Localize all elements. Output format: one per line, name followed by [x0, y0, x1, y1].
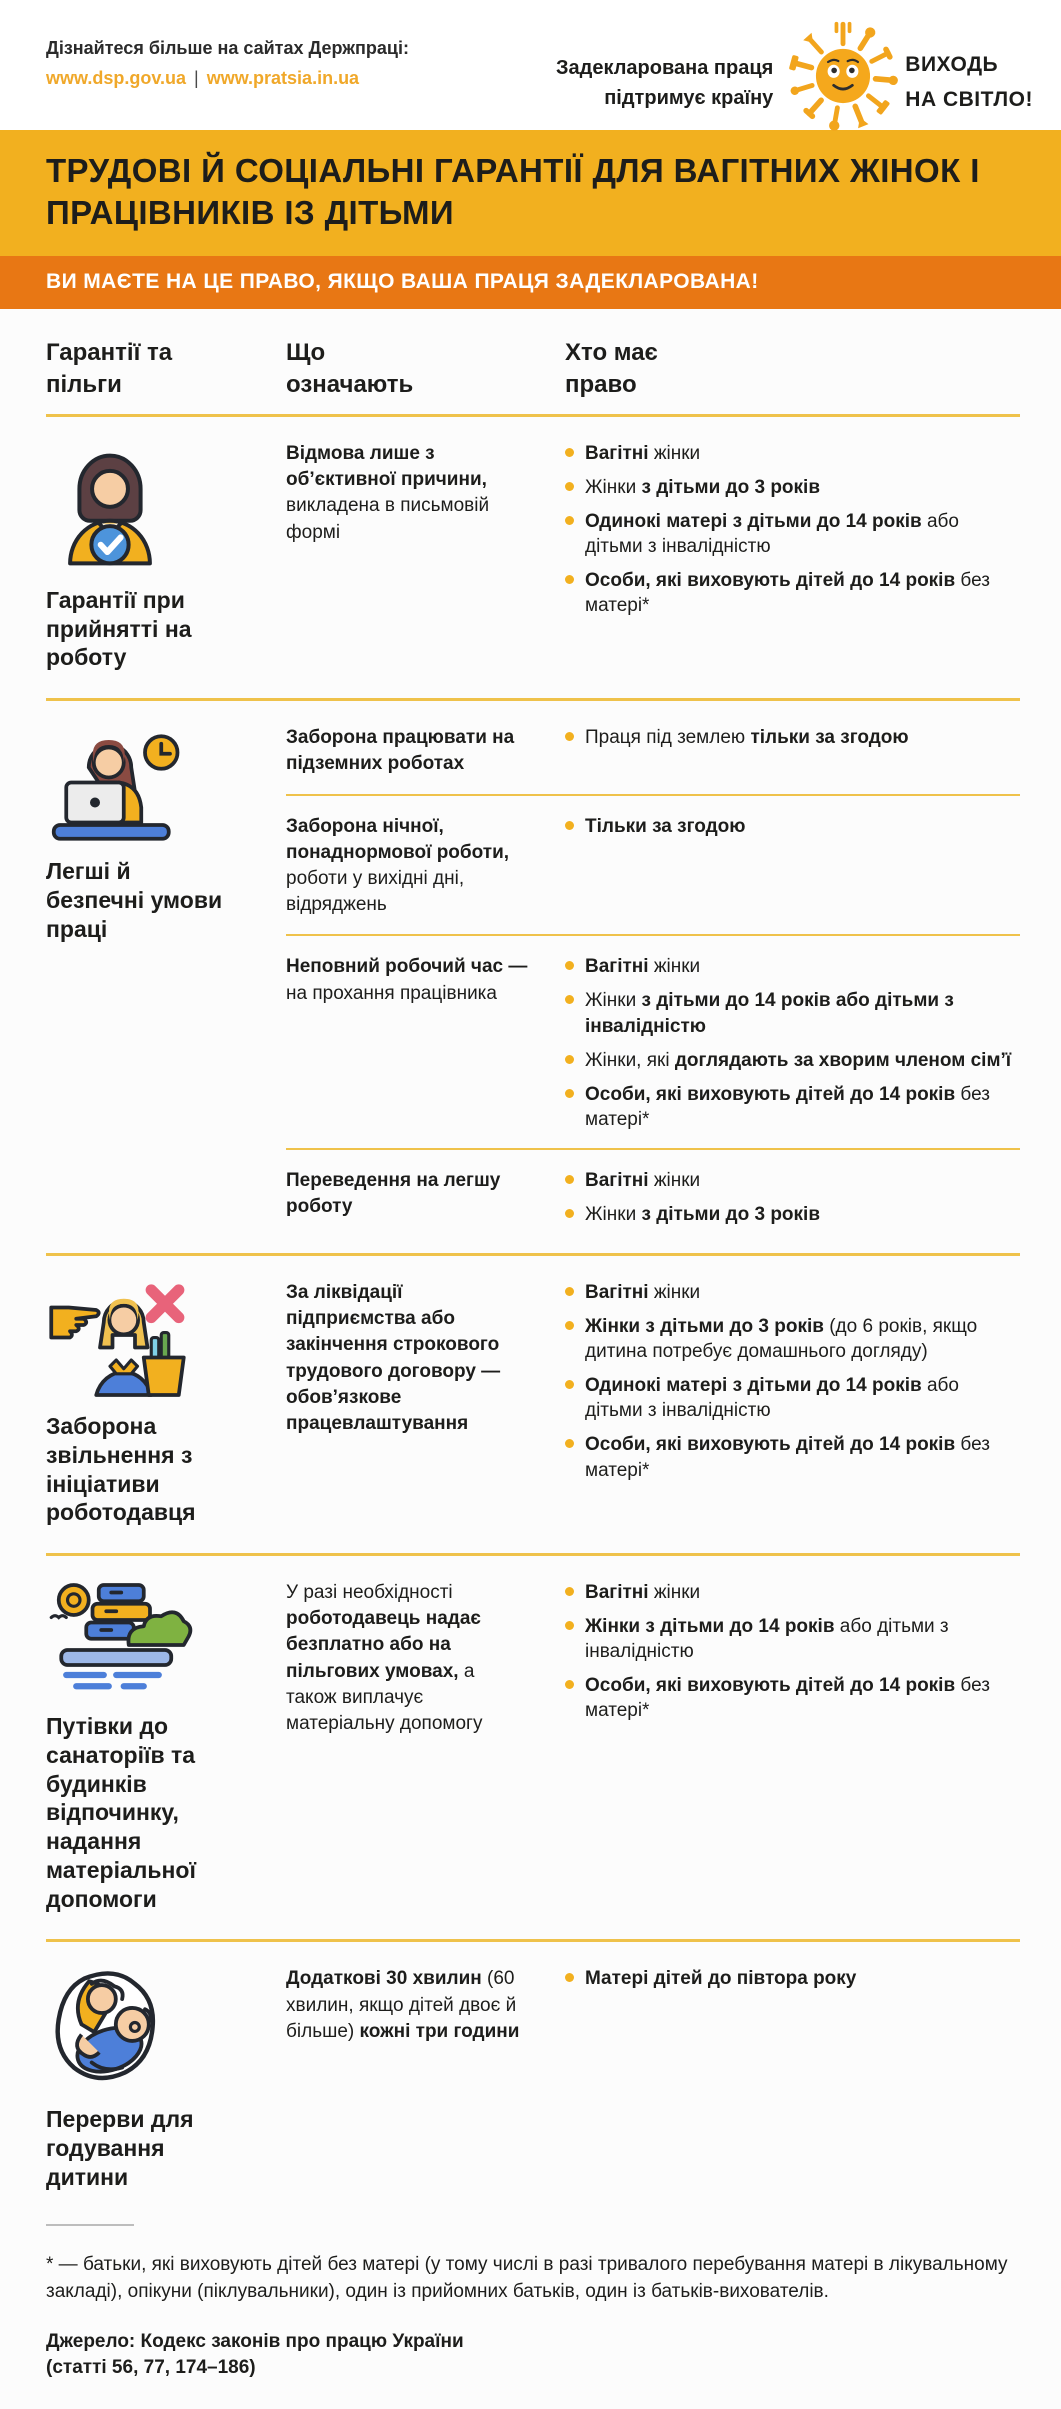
- right-item-text: Жінки з дітьми до 3 років: [585, 476, 821, 498]
- guarantees-table: [0, 309, 1061, 2380]
- guarantee-category: [46, 441, 286, 672]
- right-item: [565, 1432, 1020, 1482]
- source-line1: Джерело: Кодекс законів про працю України: [46, 2331, 464, 2353]
- right-item-text: Вагітні жінки: [585, 956, 701, 978]
- bullet-dot-icon: [565, 961, 574, 970]
- guarantee-label: Заборона звільнення з ініціативи роботодавця: [46, 1413, 196, 1526]
- right-item: [565, 1580, 1020, 1605]
- right-item-text: Жінки з дітьми до 14 років або дітьми з інвалідністю: [585, 990, 954, 1037]
- title-banner: [0, 130, 1061, 256]
- right-item-text: Особи, які виховують дітей до 14 років без матері*: [585, 1675, 990, 1722]
- breastfeeding-icon: [46, 1966, 246, 2093]
- row-item: [286, 441, 1020, 618]
- link-pratsia-in-ua[interactable]: www.pratsia.in.ua: [206, 67, 360, 88]
- right-item-text: Одинокі матері з дітьми до 14 років або дітьми з інвалідністю: [585, 1375, 959, 1422]
- right-item: [565, 954, 1020, 979]
- column-header-guarantees: Гарантії та пільги: [46, 339, 173, 398]
- right-item: [565, 1202, 1020, 1227]
- bullet-dot-icon: [565, 1680, 574, 1689]
- bullet-dot-icon: [565, 995, 574, 1004]
- rights-list: [565, 725, 1020, 777]
- guarantee-details: [286, 725, 1020, 1227]
- bullet-dot-icon: [565, 516, 574, 525]
- column-header-meaning: Що означають: [286, 339, 414, 398]
- bullet-dot-icon: [565, 1380, 574, 1389]
- row-item: [286, 1966, 1020, 2045]
- bullet-dot-icon: [565, 575, 574, 584]
- guarantee-row: [46, 701, 1020, 1253]
- row-item: [286, 1280, 1020, 1483]
- guarantee-details: [286, 1280, 1020, 1527]
- guarantee-category: [46, 1280, 286, 1527]
- right-item-text: Жінки, які доглядають за хворим членом сім’ї: [585, 1049, 1012, 1071]
- right-item-text: Вагітні жінки: [585, 442, 701, 464]
- right-item: [565, 1082, 1020, 1132]
- right-item: [565, 1614, 1020, 1664]
- link-dsp-gov-ua[interactable]: www.dsp.gov.ua: [46, 67, 187, 88]
- right-item: [565, 1314, 1020, 1364]
- guarantee-details: [286, 1966, 1020, 2191]
- right-item: [565, 1966, 1020, 1991]
- short-divider: [46, 2224, 134, 2226]
- link-separator: |: [194, 67, 199, 88]
- right-item-text: Особи, які виховують дітей до 14 років без матері*: [585, 1083, 990, 1130]
- right-item-text: Особи, які виховують дітей до 14 років без матері*: [585, 570, 990, 617]
- rights-list: [565, 1168, 1020, 1227]
- guarantee-category: [46, 1966, 286, 2191]
- bullet-dot-icon: [565, 732, 574, 741]
- guarantee-details: [286, 1580, 1020, 1913]
- sun-tools-icon: [787, 20, 899, 132]
- bullet-dot-icon: [565, 1587, 574, 1596]
- slogan-line2: підтримує країну: [604, 87, 774, 109]
- sanatorium-icon: [46, 1580, 246, 1700]
- header-info-block: [46, 34, 409, 93]
- guarantee-details: [286, 441, 1020, 672]
- row-item: [286, 814, 1020, 919]
- header-logo-block: [556, 34, 1033, 132]
- bullet-dot-icon: [565, 1209, 574, 1218]
- sub-divider: [286, 794, 1020, 796]
- guarantee-row: [46, 1256, 1020, 1553]
- guarantee-label: Перерви для годування дитини: [46, 2106, 194, 2190]
- header: [0, 0, 1061, 130]
- right-item: [565, 475, 1020, 500]
- meaning-text: Відмова лише з об’єктивної причини, викладена в письмовій формі: [286, 442, 490, 543]
- right-item-text: Вагітні жінки: [585, 1282, 701, 1304]
- right-item: [565, 1168, 1020, 1193]
- meaning-text: Заборона працювати на підземних роботах: [286, 727, 515, 775]
- bullet-dot-icon: [565, 482, 574, 491]
- info-label: Дізнайтеся більше на сайтах Держпраці:: [46, 38, 409, 58]
- right-item: [565, 1673, 1020, 1723]
- right-item: [565, 988, 1020, 1038]
- meaning-text: За ліквідації підприємства або закінчення строкового трудового договору — обов’язкове працевлаштування: [286, 1282, 501, 1435]
- right-item: [565, 1373, 1020, 1423]
- bullet-dot-icon: [565, 1175, 574, 1184]
- bullet-dot-icon: [565, 1439, 574, 1448]
- row-item: [286, 1168, 1020, 1227]
- right-item-text: Матері дітей до півтора року: [585, 1968, 857, 1990]
- dismissal-ban-icon: [46, 1280, 246, 1400]
- logo-line1: ВИХОДЬ: [905, 53, 999, 77]
- guarantee-row: [46, 1942, 1020, 2217]
- bullet-dot-icon: [565, 1089, 574, 1098]
- rights-list: [565, 1280, 1020, 1483]
- right-item: [565, 1048, 1020, 1073]
- right-item-text: Особи, які виховують дітей до 14 років без матері*: [585, 1434, 990, 1481]
- bullet-dot-icon: [565, 821, 574, 830]
- right-item: [565, 509, 1020, 559]
- bullet-dot-icon: [565, 1287, 574, 1296]
- bullet-dot-icon: [565, 1321, 574, 1330]
- guarantee-row: [46, 1556, 1020, 1939]
- rights-list: [565, 954, 1020, 1131]
- table-header-row: [46, 309, 1020, 413]
- logo-line2: НА СВІТЛО!: [905, 88, 1033, 111]
- row-item: [286, 1580, 1020, 1737]
- meaning-text: Переведення на легшу роботу: [286, 1169, 501, 1218]
- right-item-text: Вагітні жінки: [585, 1582, 701, 1604]
- guarantee-label: Гарантії при прийнятті на роботу: [46, 586, 192, 671]
- slogan-text: [556, 53, 773, 113]
- row-item: [286, 954, 1020, 1131]
- footnote-text: * — батьки, які виховують дітей без матері (у тому числі в разі тривалого перебування матері в лікувальному закладі), опікуни (піклувальники), один із прийомних батьків, один із батьків-вихователів.: [46, 2253, 1008, 2302]
- guarantee-category: [46, 1580, 286, 1913]
- bullet-dot-icon: [565, 1621, 574, 1630]
- sub-divider: [286, 1148, 1020, 1150]
- woman-laptop-clock-icon: [46, 725, 246, 845]
- right-item-text: Вагітні жінки: [585, 1169, 701, 1191]
- right-item-text: Жінки з дітьми до 3 років (до 6 років, якщо дитина потребує домашнього догляду): [585, 1316, 978, 1363]
- rights-list: [565, 1966, 1020, 2045]
- row-item: [286, 725, 1020, 777]
- right-item: [565, 725, 1020, 750]
- source-line2: (статті 56, 77, 174–186): [46, 2357, 256, 2379]
- source-text: [46, 2329, 1020, 2380]
- right-item-text: Жінки з дітьми до 3 років: [585, 1203, 821, 1225]
- sub-divider: [286, 934, 1020, 936]
- guarantees-table-body: [46, 417, 1020, 2218]
- page-title: ТРУДОВІ Й СОЦІАЛЬНІ ГАРАНТІЇ ДЛЯ ВАГІТНИХ ЖІНОК І ПРАЦІВНИКІВ ІЗ ДІТЬМИ: [46, 152, 980, 232]
- bullet-dot-icon: [565, 1973, 574, 1982]
- column-header-who: Хто має право: [565, 339, 658, 398]
- meaning-text: У разі необхідності роботодавець надає безплатно або на пільгових умовах, а також виплачує матеріальну допомогу: [286, 1582, 483, 1735]
- right-item: [565, 814, 1020, 839]
- right-item-text: Тільки за згодою: [585, 815, 746, 837]
- rights-list: [565, 1580, 1020, 1737]
- meaning-text: Неповний робочий час — на прохання працівника: [286, 956, 528, 1004]
- guarantee-category: [46, 725, 286, 1227]
- bullet-dot-icon: [565, 1055, 574, 1064]
- guarantee-label: Путівки до санаторіїв та будинків відпочинку, надання матеріальної допомоги: [46, 1713, 196, 1912]
- bullet-dot-icon: [565, 448, 574, 457]
- meaning-text: Додаткові 30 хвилин (60 хвилин, якщо дітей двоє й більше) кожні три години: [286, 1968, 520, 2042]
- slogan-line1: Задекларована праця: [556, 57, 774, 79]
- right-item: [565, 568, 1020, 618]
- rights-list: [565, 441, 1020, 618]
- site-links: [46, 64, 409, 94]
- meaning-text: Заборона нічної, понаднормової роботи, роботи у вихідні дні, відряджень: [286, 815, 510, 916]
- logo-text: [905, 48, 1033, 117]
- right-item: [565, 1280, 1020, 1305]
- guarantee-label: Легші й безпечні умови праці: [46, 858, 223, 942]
- guarantee-row: [46, 417, 1020, 698]
- right-item-text: Одинокі матері з дітьми до 14 років або дітьми з інвалідністю: [585, 511, 959, 558]
- right-item: [565, 441, 1020, 466]
- right-item-text: Жінки з дітьми до 14 років або дітьми з інвалідністю: [585, 1616, 949, 1663]
- rights-list: [565, 814, 1020, 919]
- right-item-text: Праця під землею тільки за згодою: [585, 727, 909, 749]
- subtitle-banner: ВИ МАЄТЕ НА ЦЕ ПРАВО, ЯКЩО ВАША ПРАЦЯ ЗАДЕКЛАРОВАНА!: [0, 256, 1061, 309]
- hired-woman-check-icon: [46, 441, 246, 574]
